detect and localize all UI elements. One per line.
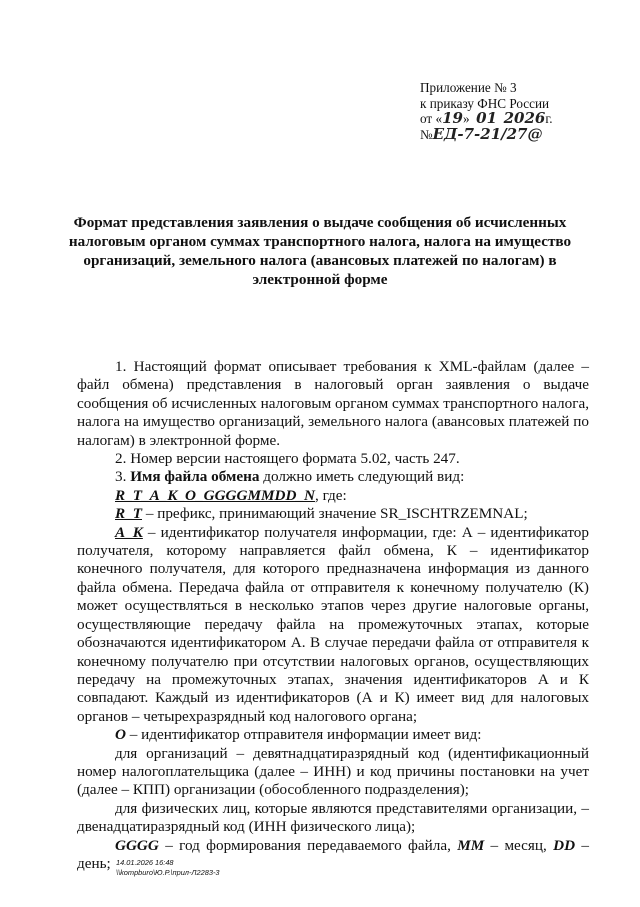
paragraph-8: для организаций – девятнадцатиразрядный код (идентификационный номер налогоплательщика (далее – ИНН) и код причины постановки на учет (далее – КПП) организации (обособленного подразделения); <box>77 744 589 799</box>
appendix-order: к приказу ФНС России <box>420 95 550 111</box>
paragraph-4: R_T_A_K_O_GGGGMMDD_N, где: <box>115 486 347 504</box>
handwritten-year: 2026 <box>503 109 546 127</box>
footer-stamp <box>116 858 220 878</box>
paragraph-2: 2. Номер версии настоящего формата 5.02, часть 247. <box>115 450 460 468</box>
appendix-block <box>420 80 553 142</box>
paragraph-1: 1. Настоящий формат описывает требования к XML-файлам (далее – файл обмена) представления в налоговый орган заявления о выдаче сообщения об исчисленных налоговым органом суммах транспортного налога, налога на имущество организаций, земельного налога (авансовых платежей по налогам) в электронной форме. <box>77 358 589 449</box>
document-title: Формат представления заявления о выдаче сообщения об исчисленных налоговым органом суммах транспортного налога, налога на имущество организаций, земельного налога (авансовых платежей по налогам) в электронной форме <box>68 214 572 288</box>
footer-timestamp: 14.01.2026 16:48 <box>116 858 174 867</box>
paragraph-5: R_T – префикс, принимающий значение SR_ISCHTRZEMNAL; <box>115 505 528 523</box>
paragraph-9: для физических лиц, которые являются представителями организации, – двенадцатиразрядный код (ИНН физического лица); <box>77 799 589 836</box>
appendix-date: от «19» 01 2026г. <box>420 109 553 127</box>
paragraph-10: GGGG – год формирования передаваемого файла, MM – месяц, DD – день; <box>77 836 590 872</box>
handwritten-day: 19 <box>442 109 463 127</box>
appendix-order-number: №ЕД-7-21/27@ <box>420 124 543 143</box>
paragraph-6: A_K – идентификатор получателя информации, где: А – идентификатор получателя, которому направляется файл обмена, К – идентификатор конечного получателя, для которого предназначена информация из данного файла обмена. Передача файла от отправителя к конечному получателю (К) может осуществляться в несколько этапов через другие налоговые органы, осуществляющие передачу файла на промежуточных этапах, которые обозначаются идентификатором А. В случае передачи файла от отправителя к конечному получателю при отсутствии налоговых органов, осуществляющих передачу на промежуточных этапах, значения идентификаторов А и К совпадают. Каждый из идентификаторов (А и К) имеет вид для налоговых органов – четырехразрядный код налогового органа; <box>77 523 589 725</box>
handwritten-month: 01 <box>476 109 498 127</box>
handwritten-order-number: ЕД-7-21/27@ <box>432 124 543 143</box>
paragraph-3: 3. Имя файла обмена должно иметь следующий вид: <box>115 468 465 486</box>
document-body <box>77 358 589 873</box>
footer-path: \\kompburo\Ю.Р.\прил-Л2283-3 <box>116 868 220 877</box>
appendix-number: Приложение № 3 <box>420 80 517 95</box>
paragraph-7: O – идентификатор отправителя информации имеет вид: <box>115 726 482 744</box>
